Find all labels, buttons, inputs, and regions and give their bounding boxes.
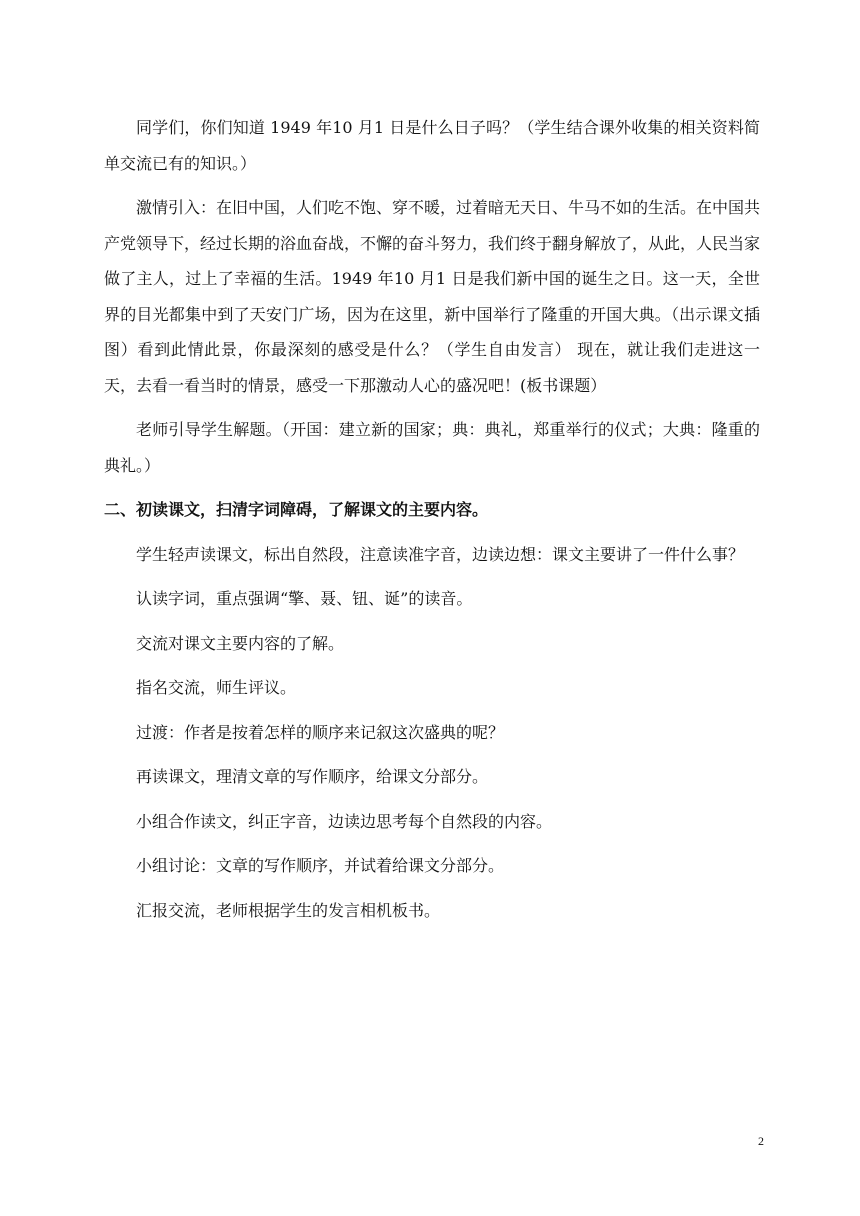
document-body: [104, 110, 760, 937]
paragraph-title-explanation: 老师引导学生解题。（开国：建立新的国家；典：典礼，郑重举行的仪式；大典：隆重的典礼。）: [104, 420, 760, 475]
paragraph-transition: 过渡：作者是按着怎样的顺序来记叙这次盛典的呢？: [136, 722, 505, 742]
paragraph-question-intro: 同学们，你们知道 1949 年10 月1 日是什么日子吗？（学生结合课外收集的相关资料简单交流已有的知识。）: [104, 118, 760, 173]
section-heading: 二、初读课文，扫清字词障碍，了解课文的主要内容。: [104, 500, 489, 519]
paragraph-group-reading: 小组合作读文，纠正字音，边读边思考每个自然段的内容。: [136, 811, 553, 831]
paragraph-passionate-intro: 激情引入：在旧中国，人们吃不饱、穿不暖，过着暗无天日、牛马不如的生活。在中国共产党领导下，经过长期的浴血奋战，不懈的奋斗努力，我们终于翻身解放了，从此，人民当家做了主人，过上了幸福的生活。1949 年10 月1 日是我们新中国的诞生之日。这一天，全世界的目光都集中到了天安门广场，因为在这里，新中国举行了隆重的开国大典。（出示课文插图）看到此情此景，你最深刻的感受是什么？（学生自由发言） 现在，就让我们走进这一天，去看一看当时的情景，感受一下那激动人心的盛况吧！(板书课题）: [104, 198, 761, 395]
paragraph-word-reading: 认读字词，重点强调“擎、聂、钮、诞”的读音。: [136, 589, 473, 608]
paragraph-group-discussion: 小组讨论：文章的写作顺序，并试着给课文分部分。: [136, 856, 505, 875]
paragraph-exchange-content: 交流对课文主要内容的了解。: [136, 633, 345, 653]
paragraph-report: 汇报交流，老师根据学生的发言相机板书。: [136, 900, 441, 920]
paragraph-named-exchange: 指名交流，师生评议。: [136, 678, 297, 697]
paragraph-reread: 再读课文，理清文章的写作顺序，给课文分部分。: [136, 767, 489, 786]
page-number: 2: [758, 1134, 764, 1148]
paragraph-read-softly: 学生轻声读课文，标出自然段，注意读准字音，边读边想：课文主要讲了一件什么事？: [136, 544, 745, 564]
